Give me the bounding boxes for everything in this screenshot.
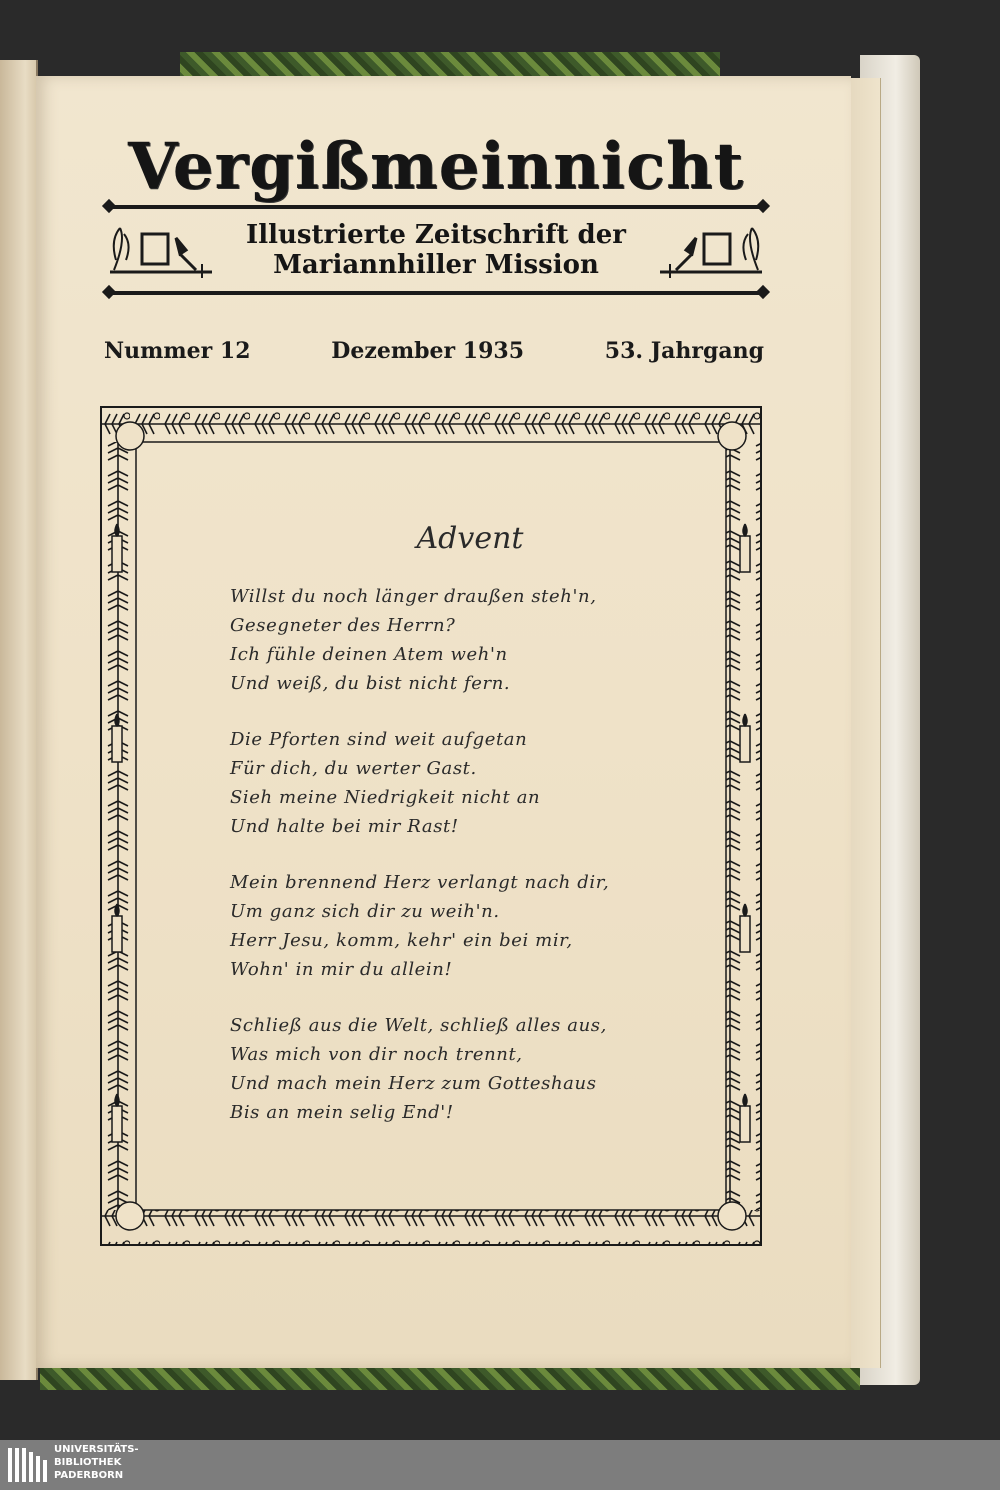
poem-frame xyxy=(100,406,762,1246)
masthead xyxy=(106,131,766,301)
issue-volume: 53. Jahrgang xyxy=(604,338,764,364)
poem-line: Sieh meine Niedrigkeit nicht an xyxy=(230,787,541,808)
poem-stanza xyxy=(230,1011,670,1127)
poem-stanza xyxy=(230,725,670,841)
masthead-title: Vergißmeinnicht xyxy=(127,129,745,204)
university-library-logo-icon xyxy=(6,1444,50,1486)
poem-line: Für dich, du werter Gast. xyxy=(230,758,477,779)
poem-line: Bis an mein selig End'! xyxy=(230,1102,454,1123)
binding-cloth-bottom xyxy=(40,1368,860,1390)
torch-bookstand-ornament-icon xyxy=(106,220,216,280)
library-footer xyxy=(0,1440,1000,1490)
poem-line: Und mach mein Herz zum Gotteshaus xyxy=(230,1073,597,1094)
poem-line: Willst du noch länger draußen steh'n, xyxy=(230,586,597,607)
poem-line: Wohn' in mir du allein! xyxy=(230,959,453,980)
poem xyxy=(230,521,670,1154)
poem-stanza xyxy=(230,582,670,698)
poem-line: Gesegneter des Herrn? xyxy=(230,615,456,636)
poem-line: Mein brennend Herz verlangt nach dir, xyxy=(230,872,610,893)
masthead-rule-top xyxy=(106,205,766,209)
issue-number: Nummer 12 xyxy=(104,338,251,364)
poem-line: Ich fühle deinen Atem weh'n xyxy=(230,644,508,665)
library-name xyxy=(54,1443,139,1482)
issue-date: Dezember 1935 xyxy=(331,338,525,364)
poem-line: Die Pforten sind weit aufgetan xyxy=(230,729,528,750)
library-name-line-3: PADERBORN xyxy=(54,1470,124,1481)
poem-line: Schließ aus die Welt, schließ alles aus, xyxy=(230,1015,607,1036)
library-name-line-1: UNIVERSITÄTS- xyxy=(54,1444,139,1455)
poem-stanza xyxy=(230,868,670,984)
issue-info-line xyxy=(104,338,764,364)
magazine-page xyxy=(36,76,851,1368)
left-page-edge xyxy=(0,60,38,1380)
poem-line: Herr Jesu, komm, kehr' ein bei mir, xyxy=(230,930,573,951)
poem-line: Und weiß, du bist nicht fern. xyxy=(230,673,511,694)
library-name-line-2: BIBLIOTHEK xyxy=(54,1457,122,1468)
masthead-rule-bottom xyxy=(106,291,766,295)
poem-line: Um ganz sich dir zu weih'n. xyxy=(230,901,500,922)
subtitle-line-1: Illustrierte Zeitschrift der xyxy=(246,220,626,250)
subtitle-line-2: Mariannhiller Mission xyxy=(273,250,599,280)
poem-line: Was mich von dir noch trennt, xyxy=(230,1044,523,1065)
poem-title: Advent xyxy=(416,521,524,556)
masthead-subtitle-row xyxy=(106,215,766,285)
torch-bookstand-ornament-icon xyxy=(656,220,766,280)
poem-line: Und halte bei mir Rast! xyxy=(230,816,459,837)
masthead-subtitle xyxy=(216,220,656,280)
